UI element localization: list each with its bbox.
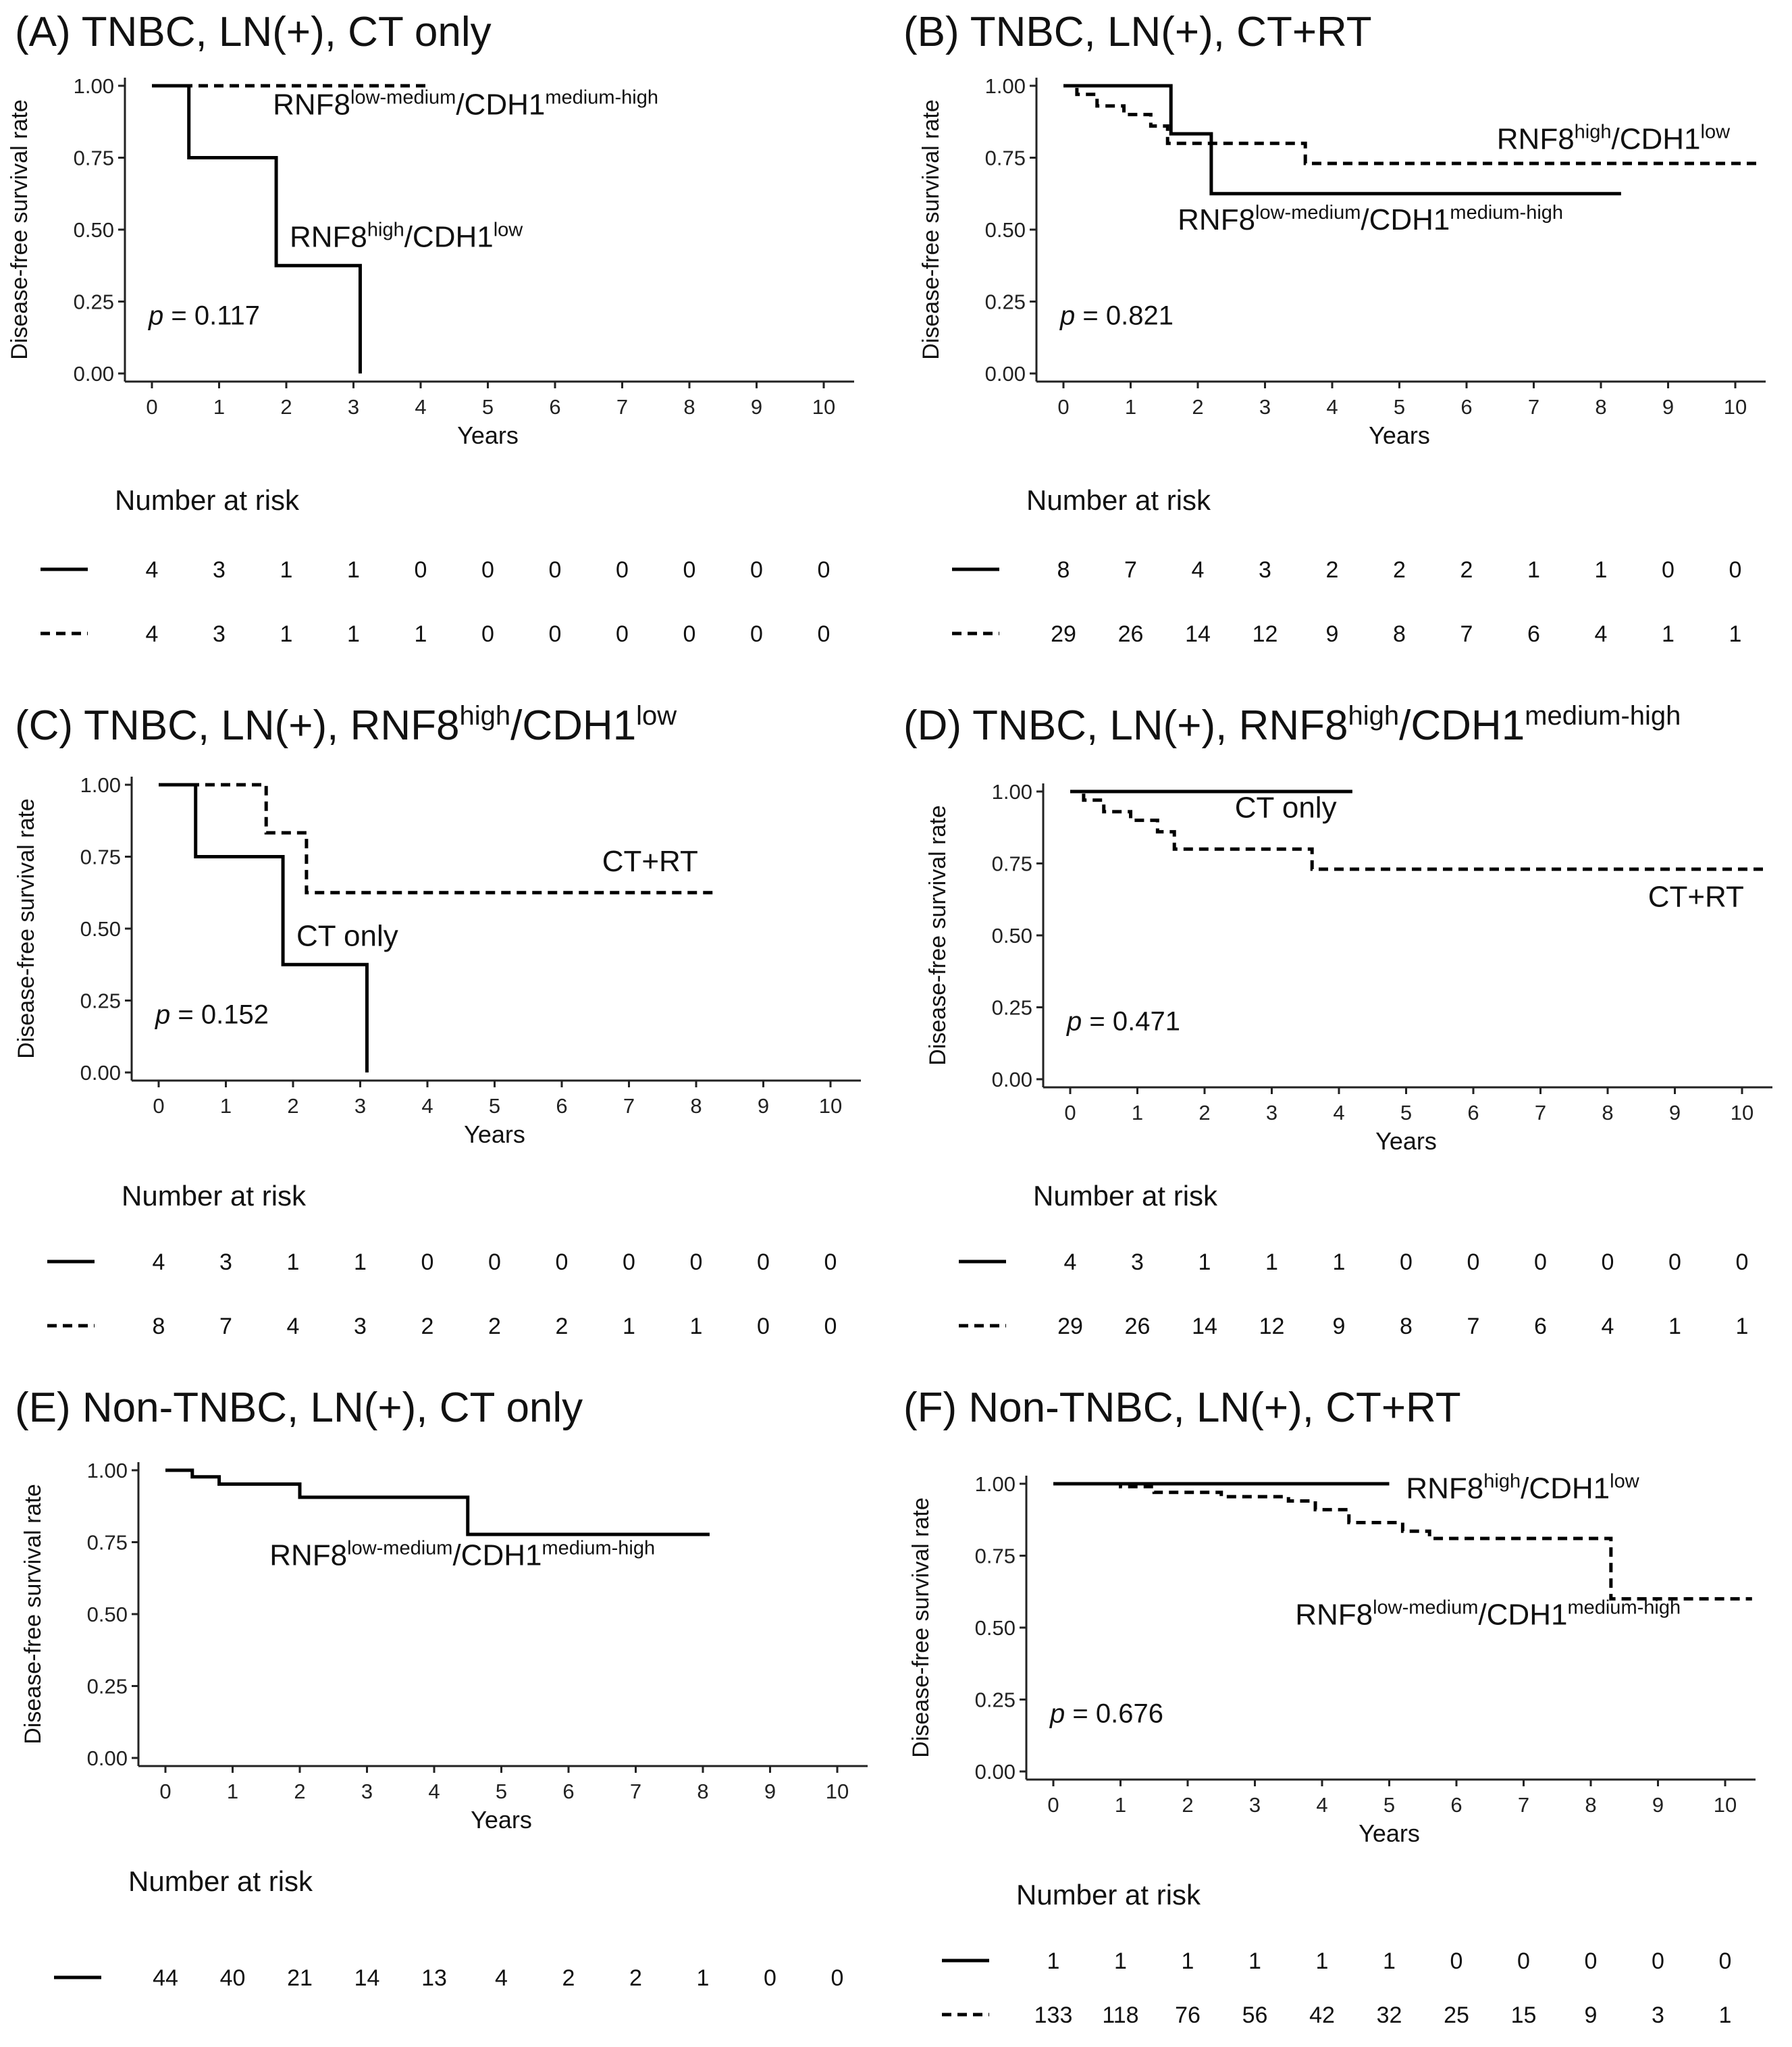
x-tick-label: 10: [812, 395, 836, 419]
y-tick-label: 0.50: [73, 218, 114, 242]
x-axis-label: Years: [1359, 1819, 1420, 1847]
risk-count: 4: [1601, 1314, 1614, 1339]
risk-count: 32: [1376, 2002, 1402, 2028]
x-tick-label: 3: [1265, 1101, 1278, 1124]
risk-count: 14: [354, 1965, 380, 1991]
y-tick-label: 0.25: [73, 290, 114, 314]
risk-count: 0: [750, 621, 763, 647]
x-tick-label: 3: [1259, 395, 1271, 419]
x-tick-label: 2: [1192, 395, 1204, 419]
risk-count: 1: [280, 557, 293, 583]
y-tick-label: 1.00: [80, 773, 121, 797]
y-tick-label: 1.00: [974, 1472, 1016, 1496]
risk-table-title: Number at risk: [115, 484, 300, 516]
x-tick-label: 6: [1460, 395, 1473, 419]
p-value: p = 0.676: [1050, 1699, 1163, 1729]
x-tick-label: 3: [361, 1780, 373, 1803]
x-tick-label: 8: [1602, 1101, 1614, 1124]
risk-count: 1: [280, 621, 293, 647]
y-tick-label: 1.00: [991, 780, 1032, 804]
x-tick-label: 7: [1517, 1793, 1530, 1817]
x-axis-label: Years: [464, 1120, 525, 1148]
risk-count: 4: [145, 557, 159, 583]
risk-table-title: Number at risk: [1026, 484, 1211, 516]
risk-count: 0: [824, 1249, 837, 1275]
y-tick-label: 0.75: [80, 845, 121, 869]
x-tick-label: 2: [280, 395, 292, 419]
risk-count: 0: [616, 557, 629, 583]
risk-count: 0: [481, 621, 494, 647]
risk-count: 0: [548, 621, 562, 647]
risk-count: 4: [1594, 621, 1608, 647]
x-tick-label: 8: [1585, 1793, 1597, 1817]
risk-count: 0: [1729, 557, 1742, 583]
x-tick-label: 3: [347, 395, 360, 419]
y-axis-label: Disease-free survival rate: [918, 99, 944, 360]
curve-annotation: $RNF8^{low-medium}/CDH1^{medium-high}$: [273, 86, 659, 122]
survival-curve-solid: [165, 1470, 710, 1534]
y-tick-label: 0.50: [984, 218, 1026, 242]
risk-count: 1: [1114, 1948, 1127, 1974]
risk-count: 0: [831, 1965, 844, 1991]
risk-count: 7: [1124, 557, 1137, 583]
y-tick-label: 0.50: [80, 917, 121, 941]
panel-d: [903, 701, 1772, 1339]
risk-count: 6: [1527, 621, 1540, 647]
risk-count: 3: [213, 557, 226, 583]
risk-count: 118: [1102, 2002, 1139, 2028]
risk-count: 1: [1198, 1249, 1211, 1275]
risk-table-title: Number at risk: [1033, 1180, 1218, 1212]
y-tick-label: 0.00: [974, 1760, 1016, 1784]
x-tick-label: 2: [1198, 1101, 1211, 1124]
panel-title: (A) TNBC, LN(+), CT only: [15, 9, 492, 55]
panel-a: [7, 9, 854, 647]
y-tick-label: 0.50: [86, 1603, 128, 1626]
y-axis-label: Disease-free survival rate: [7, 99, 32, 360]
x-tick-label: 9: [1668, 1101, 1681, 1124]
risk-count: 0: [1652, 1948, 1664, 1974]
x-tick-label: 0: [1047, 1793, 1059, 1817]
risk-count: 0: [683, 557, 696, 583]
x-axis-label: Years: [1375, 1127, 1437, 1155]
risk-count: 1: [1594, 557, 1608, 583]
risk-count: 1: [1383, 1948, 1396, 1974]
y-tick-label: 0.75: [73, 146, 114, 170]
risk-count: 4: [1063, 1249, 1077, 1275]
panel-b: [903, 9, 1766, 647]
risk-count: 3: [1131, 1249, 1144, 1275]
risk-count: 29: [1057, 1314, 1083, 1339]
risk-count: 2: [562, 1965, 575, 1991]
risk-count: 4: [495, 1965, 508, 1991]
x-tick-label: 10: [1730, 1101, 1754, 1124]
risk-count: 2: [488, 1314, 501, 1339]
risk-count: 12: [1252, 621, 1278, 647]
risk-count: 8: [1393, 621, 1406, 647]
risk-count: 0: [1534, 1249, 1547, 1275]
survival-curve-dashed: [1053, 1484, 1752, 1599]
x-tick-label: 4: [415, 395, 427, 419]
risk-count: 0: [414, 557, 427, 583]
risk-count: 7: [219, 1314, 232, 1339]
x-tick-label: 8: [697, 1780, 709, 1803]
risk-count: 1: [1248, 1948, 1261, 1974]
risk-count: 0: [764, 1965, 776, 1991]
curve-annotation: $RNF8^{high}/CDH1^{low}$: [1496, 121, 1731, 156]
panel-title: (D) TNBC, LN(+), $RNF8^{high}/CDH1^{medium-high}$: [903, 701, 1681, 749]
risk-count: 1: [286, 1249, 300, 1275]
x-tick-label: 9: [757, 1094, 770, 1118]
risk-count: 1: [1668, 1314, 1681, 1339]
risk-count: 0: [1601, 1249, 1614, 1275]
x-tick-label: 4: [1333, 1101, 1345, 1124]
y-tick-label: 0.50: [991, 924, 1032, 948]
y-axis-label: Disease-free survival rate: [20, 1484, 46, 1744]
risk-count: 2: [1325, 557, 1339, 583]
x-tick-label: 4: [421, 1094, 433, 1118]
curve-annotation: $RNF8^{high}/CDH1^{low}$: [1406, 1470, 1639, 1505]
x-tick-label: 7: [1527, 395, 1540, 419]
risk-count: 0: [757, 1314, 770, 1339]
x-tick-label: 5: [488, 1094, 501, 1118]
x-tick-label: 7: [616, 395, 629, 419]
risk-count: 1: [696, 1965, 710, 1991]
risk-count: 0: [488, 1249, 501, 1275]
panel-f: [903, 1384, 1756, 2028]
x-tick-label: 6: [556, 1094, 568, 1118]
y-tick-label: 0.50: [974, 1616, 1016, 1640]
panel-title: (C) TNBC, LN(+), $RNF8^{high}/CDH1^{low}$: [15, 701, 677, 749]
risk-count: 0: [1517, 1948, 1530, 1974]
x-tick-label: 1: [213, 395, 226, 419]
curve-annotation: $RNF8^{low-medium}/CDH1^{medium-high}$: [269, 1537, 656, 1572]
x-tick-label: 10: [818, 1094, 843, 1118]
risk-count: 8: [152, 1314, 165, 1339]
x-tick-label: 6: [1467, 1101, 1479, 1124]
risk-count: 29: [1051, 621, 1076, 647]
risk-count: 1: [1662, 621, 1675, 647]
x-tick-label: 6: [562, 1780, 575, 1803]
curve-annotation: CT only: [296, 919, 398, 953]
risk-count: 133: [1034, 2002, 1073, 2028]
risk-count: 1: [1181, 1948, 1194, 1974]
y-tick-label: 1.00: [86, 1459, 128, 1482]
y-axis-label: Disease-free survival rate: [908, 1497, 934, 1758]
risk-count: 7: [1460, 621, 1473, 647]
risk-count: 1: [623, 1314, 635, 1339]
risk-count: 0: [750, 557, 763, 583]
x-tick-label: 2: [287, 1094, 299, 1118]
risk-count: 0: [1467, 1249, 1480, 1275]
risk-count: 0: [689, 1249, 703, 1275]
risk-count: 1: [1332, 1249, 1346, 1275]
x-tick-label: 1: [1124, 395, 1137, 419]
panel-e: [15, 1384, 868, 1991]
risk-count: 3: [1259, 557, 1271, 583]
x-tick-label: 9: [1662, 395, 1675, 419]
y-tick-label: 0.25: [991, 995, 1032, 1020]
risk-count: 0: [555, 1249, 569, 1275]
x-axis-label: Years: [457, 421, 519, 449]
risk-count: 1: [1735, 1314, 1749, 1339]
risk-count: 3: [1652, 2002, 1664, 2028]
p-value: p = 0.117: [149, 301, 260, 331]
risk-count: 0: [1584, 1948, 1598, 1974]
x-tick-label: 9: [750, 395, 763, 419]
x-tick-label: 6: [549, 395, 561, 419]
risk-count: 15: [1510, 2002, 1537, 2028]
risk-count: 3: [219, 1249, 232, 1275]
risk-count: 0: [1668, 1249, 1681, 1275]
risk-count: 0: [421, 1249, 434, 1275]
risk-count: 1: [1047, 1948, 1060, 1974]
x-tick-label: 5: [1400, 1101, 1413, 1124]
risk-count: 26: [1117, 621, 1144, 647]
x-tick-label: 7: [623, 1094, 635, 1118]
y-tick-label: 0.75: [984, 146, 1026, 170]
x-tick-label: 5: [1383, 1793, 1396, 1817]
y-tick-label: 0.75: [991, 852, 1032, 876]
risk-count: 3: [213, 621, 226, 647]
risk-count: 40: [219, 1965, 246, 1991]
x-tick-label: 0: [159, 1780, 172, 1803]
x-tick-label: 4: [1326, 395, 1338, 419]
x-tick-label: 0: [153, 1094, 165, 1118]
curve-annotation: CT+RT: [1648, 880, 1744, 914]
risk-count: 0: [1735, 1249, 1749, 1275]
x-tick-label: 5: [481, 395, 494, 419]
y-tick-label: 1.00: [73, 74, 114, 98]
risk-count: 1: [1315, 1948, 1329, 1974]
x-tick-label: 10: [1713, 1793, 1737, 1817]
x-tick-label: 8: [683, 395, 695, 419]
risk-count: 9: [1332, 1314, 1346, 1339]
x-tick-label: 3: [1248, 1793, 1261, 1817]
x-tick-label: 1: [1114, 1793, 1127, 1817]
risk-count: 0: [817, 557, 831, 583]
curve-annotation: $RNF8^{low-medium}/CDH1^{medium-high}$: [1295, 1597, 1681, 1632]
risk-count: 1: [689, 1314, 703, 1339]
panel-title: (E) Non-TNBC, LN(+), CT only: [15, 1384, 583, 1431]
x-axis-label: Years: [471, 1806, 532, 1834]
risk-count: 6: [1534, 1314, 1547, 1339]
x-tick-label: 8: [690, 1094, 702, 1118]
p-value: p = 0.471: [1067, 1006, 1180, 1037]
risk-count: 44: [153, 1965, 178, 1991]
risk-count: 13: [421, 1965, 447, 1991]
y-tick-label: 0.25: [86, 1674, 128, 1699]
risk-count: 0: [1400, 1249, 1413, 1275]
risk-count: 4: [145, 621, 159, 647]
panel-title: (B) TNBC, LN(+), CT+RT: [903, 9, 1372, 55]
curve-annotation: $RNF8^{low-medium}/CDH1^{medium-high}$: [1178, 202, 1564, 236]
x-tick-label: 10: [1723, 395, 1747, 419]
panel-title: (F) Non-TNBC, LN(+), CT+RT: [903, 1384, 1461, 1431]
risk-table-title: Number at risk: [122, 1180, 307, 1212]
risk-count: 2: [555, 1314, 569, 1339]
risk-count: 2: [629, 1965, 642, 1991]
risk-count: 1: [347, 621, 360, 647]
risk-count: 1: [1729, 621, 1742, 647]
risk-count: 0: [616, 621, 629, 647]
x-tick-label: 6: [1450, 1793, 1462, 1817]
risk-count: 21: [287, 1965, 313, 1991]
risk-count: 1: [1718, 2002, 1732, 2028]
curve-annotation: $RNF8^{high}/CDH1^{low}$: [289, 219, 523, 254]
risk-count: 56: [1242, 2002, 1268, 2028]
x-tick-label: 5: [1393, 395, 1406, 419]
y-tick-label: 0.00: [991, 1068, 1032, 1091]
risk-count: 1: [347, 557, 360, 583]
risk-count: 42: [1309, 2002, 1335, 2028]
risk-count: 76: [1175, 2002, 1201, 2028]
x-tick-label: 1: [226, 1780, 239, 1803]
risk-table-title: Number at risk: [128, 1865, 313, 1897]
risk-count: 1: [1265, 1249, 1278, 1275]
y-tick-label: 0.75: [86, 1530, 128, 1555]
x-tick-label: 2: [294, 1780, 306, 1803]
y-tick-label: 0.75: [974, 1544, 1016, 1568]
risk-count: 2: [1393, 557, 1406, 583]
panel-c: [14, 701, 861, 1339]
risk-count: 25: [1444, 2002, 1469, 2028]
x-tick-label: 10: [825, 1780, 849, 1803]
risk-count: 0: [824, 1314, 837, 1339]
x-axis-label: Years: [1369, 421, 1430, 449]
risk-count: 1: [1527, 557, 1540, 583]
x-tick-label: 4: [1316, 1793, 1328, 1817]
risk-count: 0: [1718, 1948, 1732, 1974]
risk-count: 26: [1124, 1314, 1151, 1339]
risk-count: 4: [152, 1249, 165, 1275]
risk-count: 14: [1185, 621, 1211, 647]
x-tick-label: 1: [219, 1094, 232, 1118]
p-value: p = 0.821: [1060, 301, 1174, 331]
risk-count: 3: [354, 1314, 367, 1339]
y-tick-label: 0.00: [73, 362, 114, 386]
y-tick-label: 0.00: [80, 1061, 121, 1085]
y-tick-label: 0.25: [80, 989, 121, 1013]
risk-count: 0: [683, 621, 696, 647]
risk-count: 9: [1325, 621, 1339, 647]
y-tick-label: 0.00: [984, 362, 1026, 386]
x-tick-label: 0: [146, 395, 158, 419]
y-tick-label: 0.25: [984, 290, 1026, 314]
x-tick-label: 9: [1652, 1793, 1664, 1817]
x-tick-label: 1: [1131, 1101, 1144, 1124]
survival-curve-dashed: [1070, 792, 1769, 869]
risk-count: 0: [817, 621, 831, 647]
y-axis-label: Disease-free survival rate: [14, 798, 39, 1059]
x-tick-label: 9: [764, 1780, 776, 1803]
risk-count: 0: [481, 557, 494, 583]
x-tick-label: 5: [495, 1780, 508, 1803]
risk-count: 8: [1057, 557, 1070, 583]
x-tick-label: 8: [1595, 395, 1607, 419]
risk-count: 0: [757, 1249, 770, 1275]
risk-count: 0: [1662, 557, 1675, 583]
risk-count: 1: [414, 621, 427, 647]
risk-count: 7: [1467, 1314, 1480, 1339]
x-tick-label: 2: [1182, 1793, 1194, 1817]
x-tick-label: 7: [629, 1780, 642, 1803]
x-tick-label: 0: [1057, 395, 1070, 419]
risk-count: 4: [286, 1314, 300, 1339]
risk-count: 8: [1400, 1314, 1413, 1339]
curve-annotation: CT only: [1234, 791, 1337, 825]
x-tick-label: 7: [1534, 1101, 1547, 1124]
x-tick-label: 3: [354, 1094, 367, 1118]
x-tick-label: 4: [428, 1780, 440, 1803]
y-tick-label: 1.00: [984, 74, 1026, 98]
risk-count: 4: [1191, 557, 1205, 583]
risk-count: 0: [548, 557, 562, 583]
risk-count: 2: [421, 1314, 434, 1339]
risk-count: 2: [1460, 557, 1473, 583]
x-tick-label: 0: [1064, 1101, 1076, 1124]
curve-annotation: CT+RT: [602, 844, 698, 878]
risk-count: 1: [354, 1249, 367, 1275]
risk-count: 0: [1450, 1948, 1463, 1974]
y-tick-label: 0.00: [86, 1746, 128, 1770]
risk-count: 12: [1259, 1314, 1285, 1339]
y-tick-label: 0.25: [974, 1688, 1016, 1712]
y-axis-label: Disease-free survival rate: [925, 805, 951, 1066]
risk-count: 0: [623, 1249, 635, 1275]
p-value: p = 0.152: [155, 1000, 269, 1030]
risk-count: 14: [1192, 1314, 1217, 1339]
risk-table-title: Number at risk: [1016, 1879, 1201, 1911]
risk-count: 9: [1584, 2002, 1598, 2028]
